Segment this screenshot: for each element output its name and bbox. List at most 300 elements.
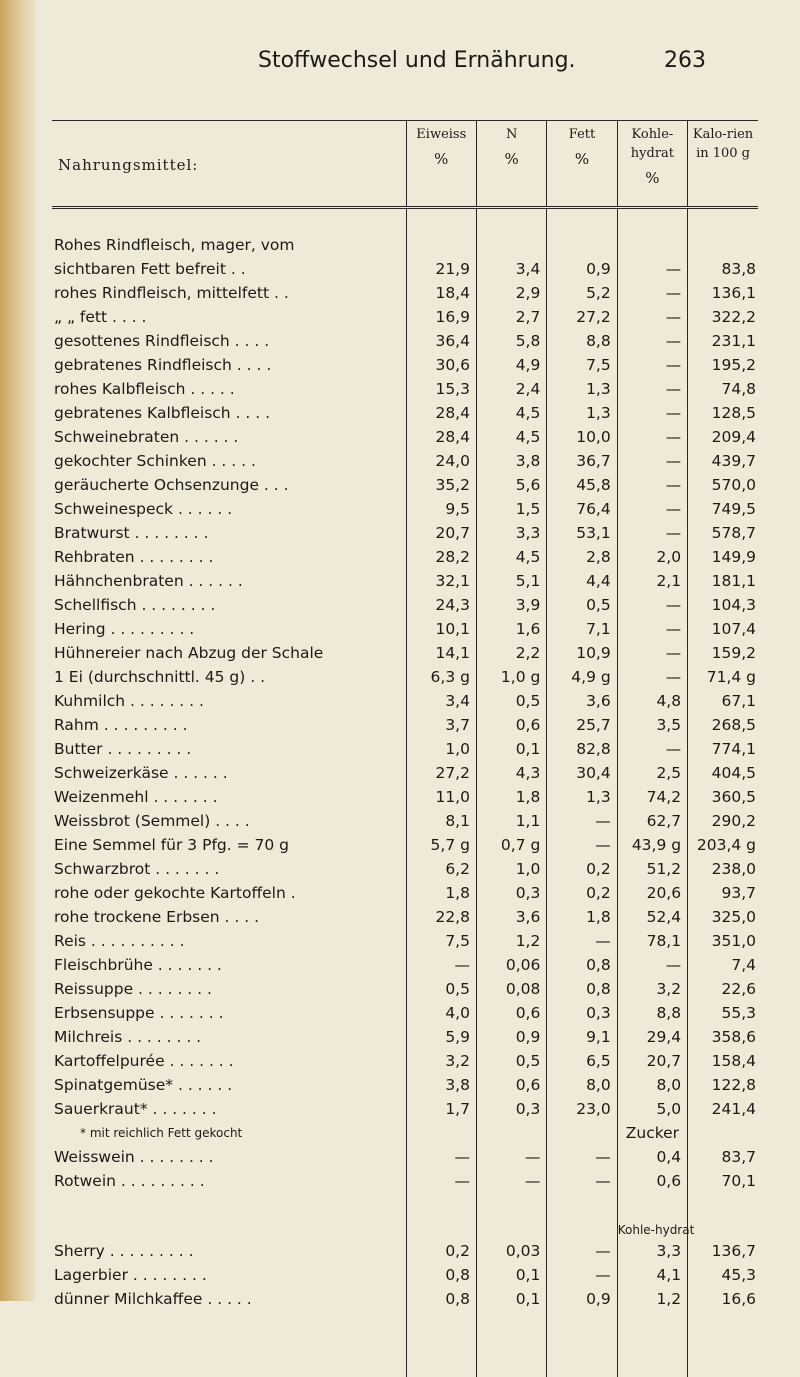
- cell-kalorien: 74,8: [688, 377, 758, 401]
- cell-kalorien: 351,0: [688, 929, 758, 953]
- page-number: 263: [664, 48, 706, 73]
- empty-cell: [406, 1311, 476, 1377]
- cell-eiweiss: 6,3 g: [406, 665, 476, 689]
- table-row: [52, 785, 758, 809]
- cell-eiweiss: 32,1: [406, 569, 476, 593]
- table-row: [52, 929, 758, 953]
- food-name: gekochter Schinken . . . . .: [52, 449, 406, 473]
- food-name: Reis . . . . . . . . . .: [52, 929, 406, 953]
- cell-eiweiss: 24,3: [406, 593, 476, 617]
- food-name: Hühnereier nach Abzug der Schale: [52, 641, 406, 665]
- cell-kalorien: 325,0: [688, 905, 758, 929]
- cell-kalorien: 774,1: [688, 737, 758, 761]
- cell-n: 4,9: [476, 353, 546, 377]
- cell-kalorien: 158,4: [688, 1049, 758, 1073]
- cell-n: 4,5: [476, 401, 546, 425]
- intro-row: [52, 233, 758, 257]
- cell-kohlehydrat: 8,8: [617, 1001, 687, 1025]
- food-name: Schweinebraten . . . . . .: [52, 425, 406, 449]
- table-row: [52, 953, 758, 977]
- cell-kalorien: 749,5: [688, 497, 758, 521]
- cell-eiweiss: 0,5: [406, 977, 476, 1001]
- cell-kalorien: 181,1: [688, 569, 758, 593]
- cell-kohlehydrat: —: [617, 377, 687, 401]
- table-row: [52, 641, 758, 665]
- cell-n: 3,8: [476, 449, 546, 473]
- cell-n: 5,8: [476, 329, 546, 353]
- cell-n: 5,1: [476, 569, 546, 593]
- cell-fett: —: [547, 1145, 617, 1169]
- cell-fett: 23,0: [547, 1097, 617, 1121]
- food-name: Fleischbrühe . . . . . . .: [52, 953, 406, 977]
- cell-eiweiss: 1,8: [406, 881, 476, 905]
- empty-cell: [52, 1311, 406, 1377]
- n-unit: %: [478, 150, 545, 169]
- cell-kalorien: 55,3: [688, 1001, 758, 1025]
- cell-fett: 1,8: [547, 905, 617, 929]
- cell-eiweiss: —: [406, 953, 476, 977]
- cell-kohlehydrat: —: [617, 641, 687, 665]
- cell-n: 4,5: [476, 425, 546, 449]
- cell-kohlehydrat: —: [617, 449, 687, 473]
- table-row: [52, 281, 758, 305]
- food-name: Sauerkraut* . . . . . . .: [52, 1097, 406, 1121]
- cell-fett: 0,5: [547, 593, 617, 617]
- cell-n: 3,9: [476, 593, 546, 617]
- cell-kohlehydrat: —: [617, 353, 687, 377]
- cell-fett: 3,6: [547, 689, 617, 713]
- cell-kohlehydrat: —: [617, 521, 687, 545]
- empty-cell: [617, 1311, 687, 1377]
- cell-fett: —: [547, 1239, 617, 1263]
- table-row: [52, 1287, 758, 1311]
- cell-kalorien: 159,2: [688, 641, 758, 665]
- column-header-kohlehydrat: [617, 121, 687, 208]
- table-row: [52, 1025, 758, 1049]
- cell-kohlehydrat: 52,4: [617, 905, 687, 929]
- cell-fett: 8,0: [547, 1073, 617, 1097]
- cell-kohlehydrat: 4,8: [617, 689, 687, 713]
- cell-fett: 0,8: [547, 977, 617, 1001]
- food-name: Schwarzbrot . . . . . . .: [52, 857, 406, 881]
- food-name: Weisswein . . . . . . . .: [52, 1145, 406, 1169]
- cell-n: 0,6: [476, 1073, 546, 1097]
- cell-fett: 0,2: [547, 881, 617, 905]
- cell-eiweiss: 20,7: [406, 521, 476, 545]
- cell-kohlehydrat: 3,5: [617, 713, 687, 737]
- column-header-fett: [547, 121, 617, 208]
- cell-n: 3,6: [476, 905, 546, 929]
- cell-n: 1,6: [476, 617, 546, 641]
- cell-kalorien: 360,5: [688, 785, 758, 809]
- table-row: [52, 425, 758, 449]
- table-header: [52, 121, 758, 208]
- food-name: geräucherte Ochsenzunge . . .: [52, 473, 406, 497]
- cell-eiweiss: 3,4: [406, 689, 476, 713]
- cell-eiweiss: 16,9: [406, 305, 476, 329]
- cell-n: 0,3: [476, 881, 546, 905]
- cell-n: 0,6: [476, 1001, 546, 1025]
- table-row: [52, 1239, 758, 1263]
- cell-fett: 0,8: [547, 953, 617, 977]
- table-row: [52, 377, 758, 401]
- cell-n: 0,7 g: [476, 833, 546, 857]
- cell-eiweiss: 3,7: [406, 713, 476, 737]
- cell-kalorien: 209,4: [688, 425, 758, 449]
- cell-kalorien: 70,1: [688, 1169, 758, 1193]
- cell-eiweiss: 11,0: [406, 785, 476, 809]
- cell-eiweiss: 21,9: [406, 257, 476, 281]
- cell-n: 0,1: [476, 1287, 546, 1311]
- cell-kalorien: 404,5: [688, 761, 758, 785]
- kohlehydrat-label: Kohle-hydrat: [618, 1223, 695, 1237]
- table-row: [52, 497, 758, 521]
- cell-kohlehydrat: 51,2: [617, 857, 687, 881]
- cell-eiweiss: —: [406, 1145, 476, 1169]
- cell-kalorien: 195,2: [688, 353, 758, 377]
- cell-eiweiss: 4,0: [406, 1001, 476, 1025]
- fett-label: Fett: [569, 127, 595, 142]
- cell-eiweiss: 5,9: [406, 1025, 476, 1049]
- cell-n: 3,3: [476, 521, 546, 545]
- cell-n: 4,3: [476, 761, 546, 785]
- table-row: [52, 305, 758, 329]
- cell-kohlehydrat: —: [617, 665, 687, 689]
- cell-eiweiss: 30,6: [406, 353, 476, 377]
- n-label: N: [506, 127, 517, 142]
- table-body: [52, 208, 758, 1377]
- table-row: [52, 737, 758, 761]
- table-row: [52, 473, 758, 497]
- cell-kohlehydrat: —: [617, 401, 687, 425]
- cell-kohlehydrat: —: [617, 473, 687, 497]
- cell-kalorien: 67,1: [688, 689, 758, 713]
- cell-n: 0,08: [476, 977, 546, 1001]
- cell-kalorien: 268,5: [688, 713, 758, 737]
- cell-fett: 0,9: [547, 257, 617, 281]
- empty-cell: [406, 1121, 476, 1145]
- cell-n: 1,0: [476, 857, 546, 881]
- table-row: [52, 977, 758, 1001]
- cell-kohlehydrat: —: [617, 281, 687, 305]
- cell-kohlehydrat: 3,3: [617, 1239, 687, 1263]
- fett-unit: %: [548, 150, 615, 169]
- cell-n: 0,6: [476, 713, 546, 737]
- cell-n: 0,9: [476, 1025, 546, 1049]
- cell-kohlehydrat: 20,6: [617, 881, 687, 905]
- cell-kohlehydrat: 62,7: [617, 809, 687, 833]
- cell-eiweiss: 27,2: [406, 761, 476, 785]
- cell-kohlehydrat: 74,2: [617, 785, 687, 809]
- spacer-row: [52, 208, 758, 234]
- cell-fett: 25,7: [547, 713, 617, 737]
- cell-eiweiss: 22,8: [406, 905, 476, 929]
- cell-fett: 0,3: [547, 1001, 617, 1025]
- cell-fett: 30,4: [547, 761, 617, 785]
- cell-n: 1,0 g: [476, 665, 546, 689]
- empty-cell: [688, 1193, 758, 1239]
- eiweiss-label: Eiweiss: [416, 127, 466, 142]
- table-row: [52, 569, 758, 593]
- food-name: rohe oder gekochte Kartoffeln .: [52, 881, 406, 905]
- footnote: * mit reichlich Fett gekocht: [52, 1121, 406, 1145]
- cell-eiweiss: 0,8: [406, 1287, 476, 1311]
- cell-eiweiss: 28,4: [406, 425, 476, 449]
- food-name: Erbsensuppe . . . . . . .: [52, 1001, 406, 1025]
- cell-fett: —: [547, 833, 617, 857]
- cell-n: 0,5: [476, 689, 546, 713]
- cell-eiweiss: 3,2: [406, 1049, 476, 1073]
- cell-fett: 9,1: [547, 1025, 617, 1049]
- food-name: rohes Rindfleisch, mittelfett . .: [52, 281, 406, 305]
- cell-n: 0,3: [476, 1097, 546, 1121]
- cell-eiweiss: 0,8: [406, 1263, 476, 1287]
- cell-kalorien: 122,8: [688, 1073, 758, 1097]
- table-row: [52, 617, 758, 641]
- cell-fett: —: [547, 1169, 617, 1193]
- table-row: [52, 689, 758, 713]
- cell-n: 4,5: [476, 545, 546, 569]
- table-row: [52, 401, 758, 425]
- cell-kalorien: 7,4: [688, 953, 758, 977]
- cell-eiweiss: 0,2: [406, 1239, 476, 1263]
- cell-kalorien: 290,2: [688, 809, 758, 833]
- cell-fett: 1,3: [547, 377, 617, 401]
- cell-n: 0,03: [476, 1239, 546, 1263]
- cell-n: —: [476, 1169, 546, 1193]
- cell-fett: 36,7: [547, 449, 617, 473]
- cell-kohlehydrat: —: [617, 425, 687, 449]
- table-row: [52, 1169, 758, 1193]
- cell-kohlehydrat: 1,2: [617, 1287, 687, 1311]
- food-name: dünner Milchkaffee . . . . .: [52, 1287, 406, 1311]
- cell-fett: —: [547, 809, 617, 833]
- food-name: gesottenes Rindfleisch . . . .: [52, 329, 406, 353]
- cell-fett: 53,1: [547, 521, 617, 545]
- cell-fett: 76,4: [547, 497, 617, 521]
- cell-kohlehydrat: 2,5: [617, 761, 687, 785]
- cell-kalorien: 136,1: [688, 281, 758, 305]
- table-row: [52, 521, 758, 545]
- food-name: Rehbraten . . . . . . . .: [52, 545, 406, 569]
- food-name: Reissuppe . . . . . . . .: [52, 977, 406, 1001]
- table-row: [52, 353, 758, 377]
- food-name: Spinatgemüse* . . . . . .: [52, 1073, 406, 1097]
- food-name: gebratenes Kalbfleisch . . . .: [52, 401, 406, 425]
- cell-kohlehydrat: —: [617, 305, 687, 329]
- cell-kalorien: 83,7: [688, 1145, 758, 1169]
- food-name: gebratenes Rindfleisch . . . .: [52, 353, 406, 377]
- cell-eiweiss: 24,0: [406, 449, 476, 473]
- column-header-eiweiss: [406, 121, 476, 208]
- cell-kalorien: 439,7: [688, 449, 758, 473]
- column-header-food: Nahrungsmittel:: [52, 121, 406, 208]
- cell-fett: 2,8: [547, 545, 617, 569]
- table-row: [52, 905, 758, 929]
- cell-fett: 45,8: [547, 473, 617, 497]
- cell-fett: 7,5: [547, 353, 617, 377]
- food-name: Milchreis . . . . . . . .: [52, 1025, 406, 1049]
- table-row: [52, 833, 758, 857]
- table-row: [52, 1097, 758, 1121]
- cell-n: 2,7: [476, 305, 546, 329]
- empty-cell: [476, 1121, 546, 1145]
- cell-kohlehydrat: —: [617, 593, 687, 617]
- cell-eiweiss: 5,7 g: [406, 833, 476, 857]
- cell-fett: 7,1: [547, 617, 617, 641]
- food-name: Eine Semmel für 3 Pfg. = 70 g: [52, 833, 406, 857]
- empty-cell: [547, 1311, 617, 1377]
- table-row: [52, 1145, 758, 1169]
- cell-n: 2,4: [476, 377, 546, 401]
- cell-fett: 6,5: [547, 1049, 617, 1073]
- food-name: „ „ fett . . . .: [52, 305, 406, 329]
- empty-cell: [688, 1121, 758, 1145]
- cell-n: 3,4: [476, 257, 546, 281]
- food-name: Schweizerkäse . . . . . .: [52, 761, 406, 785]
- cell-n: 1,8: [476, 785, 546, 809]
- cell-fett: 4,4: [547, 569, 617, 593]
- running-title: Stoffwechsel und Ernährung.: [258, 48, 576, 73]
- cell-eiweiss: —: [406, 1169, 476, 1193]
- cell-fett: 0,9: [547, 1287, 617, 1311]
- cell-eiweiss: 36,4: [406, 329, 476, 353]
- food-name: rohe trockene Erbsen . . . .: [52, 905, 406, 929]
- cell-fett: —: [547, 929, 617, 953]
- eiweiss-unit: %: [408, 150, 475, 169]
- food-name: Kuhmilch . . . . . . . .: [52, 689, 406, 713]
- bottom-spacer-row: [52, 1311, 758, 1377]
- cell-fett: 4,9 g: [547, 665, 617, 689]
- table-row: [52, 761, 758, 785]
- empty-cell: [52, 1193, 406, 1239]
- cell-kalorien: 136,7: [688, 1239, 758, 1263]
- food-name: Rahm . . . . . . . . .: [52, 713, 406, 737]
- cell-kalorien: 93,7: [688, 881, 758, 905]
- cell-kalorien: 71,4 g: [688, 665, 758, 689]
- cell-kohlehydrat: 5,0: [617, 1097, 687, 1121]
- cell-n: 1,5: [476, 497, 546, 521]
- cell-n: 2,2: [476, 641, 546, 665]
- table-row: [52, 593, 758, 617]
- food-name: sichtbaren Fett befreit . .: [52, 257, 406, 281]
- nutrition-table: [52, 120, 758, 1377]
- cell-kohlehydrat: —: [617, 953, 687, 977]
- column-header-n: [476, 121, 546, 208]
- cell-kohlehydrat: 4,1: [617, 1263, 687, 1287]
- food-name: Weizenmehl . . . . . . .: [52, 785, 406, 809]
- cell-kohlehydrat: —: [617, 737, 687, 761]
- cell-kohlehydrat: 20,7: [617, 1049, 687, 1073]
- column-header-kalorien: Kalo-rien in 100 g: [688, 121, 758, 208]
- table-row: [52, 449, 758, 473]
- cell-kalorien: 149,9: [688, 545, 758, 569]
- cell-kalorien: 104,3: [688, 593, 758, 617]
- cell-eiweiss: 28,4: [406, 401, 476, 425]
- cell-kalorien: 578,7: [688, 521, 758, 545]
- page-edge: [0, 0, 36, 1301]
- cell-kalorien: 128,5: [688, 401, 758, 425]
- cell-n: 5,6: [476, 473, 546, 497]
- empty-cell: [547, 1121, 617, 1145]
- food-name: Schellfisch . . . . . . . .: [52, 593, 406, 617]
- food-name: Sherry . . . . . . . . .: [52, 1239, 406, 1263]
- cell-eiweiss: 35,2: [406, 473, 476, 497]
- food-name: Weissbrot (Semmel) . . . .: [52, 809, 406, 833]
- cell-fett: —: [547, 1263, 617, 1287]
- table-row: [52, 257, 758, 281]
- cell-fett: 82,8: [547, 737, 617, 761]
- food-name: Butter . . . . . . . . .: [52, 737, 406, 761]
- cell-eiweiss: 18,4: [406, 281, 476, 305]
- cell-eiweiss: 1,0: [406, 737, 476, 761]
- table-row: [52, 329, 758, 353]
- table-row: [52, 713, 758, 737]
- cell-n: 2,9: [476, 281, 546, 305]
- cell-fett: 1,3: [547, 785, 617, 809]
- cell-n: 0,1: [476, 1263, 546, 1287]
- table-row: [52, 665, 758, 689]
- table-row: [52, 1073, 758, 1097]
- cell-kohlehydrat: —: [617, 329, 687, 353]
- cell-kohlehydrat: 29,4: [617, 1025, 687, 1049]
- kohlehydrat-label-row: [52, 1193, 758, 1239]
- cell-eiweiss: 15,3: [406, 377, 476, 401]
- cell-kohlehydrat: 0,6: [617, 1169, 687, 1193]
- table-row: [52, 545, 758, 569]
- cell-eiweiss: 10,1: [406, 617, 476, 641]
- zucker-label: Zucker: [617, 1121, 687, 1145]
- cell-fett: 0,2: [547, 857, 617, 881]
- cell-kalorien: 358,6: [688, 1025, 758, 1049]
- cell-kohlehydrat: —: [617, 257, 687, 281]
- cell-n: 1,1: [476, 809, 546, 833]
- cell-kalorien: 16,6: [688, 1287, 758, 1311]
- kohle-label: Kohle-hydrat: [631, 127, 674, 161]
- food-name: Hähnchenbraten . . . . . .: [52, 569, 406, 593]
- cell-eiweiss: 1,7: [406, 1097, 476, 1121]
- cell-kohlehydrat: 8,0: [617, 1073, 687, 1097]
- cell-eiweiss: 9,5: [406, 497, 476, 521]
- food-name: 1 Ei (durchschnittl. 45 g) . .: [52, 665, 406, 689]
- food-name: Kartoffelpurée . . . . . . .: [52, 1049, 406, 1073]
- cell-kalorien: 231,1: [688, 329, 758, 353]
- food-name: Schweinespeck . . . . . .: [52, 497, 406, 521]
- cell-eiweiss: 7,5: [406, 929, 476, 953]
- cell-kohlehydrat: 3,2: [617, 977, 687, 1001]
- cell-fett: 1,3: [547, 401, 617, 425]
- cell-fett: 5,2: [547, 281, 617, 305]
- cell-eiweiss: 3,8: [406, 1073, 476, 1097]
- cell-kalorien: 238,0: [688, 857, 758, 881]
- table-row: [52, 881, 758, 905]
- table-row: [52, 1001, 758, 1025]
- cell-kalorien: 203,4 g: [688, 833, 758, 857]
- kohlehydrat-cell: [617, 1193, 687, 1239]
- cell-kohlehydrat: —: [617, 497, 687, 521]
- food-name: Bratwurst . . . . . . . .: [52, 521, 406, 545]
- cell-kalorien: 241,4: [688, 1097, 758, 1121]
- cell-fett: 27,2: [547, 305, 617, 329]
- footnote-row: [52, 1121, 758, 1145]
- empty-cell: [406, 1193, 476, 1239]
- cell-eiweiss: 6,2: [406, 857, 476, 881]
- cell-n: 0,5: [476, 1049, 546, 1073]
- kohle-unit: %: [619, 169, 686, 188]
- empty-cell: [547, 1193, 617, 1239]
- cell-kohlehydrat: 2,1: [617, 569, 687, 593]
- food-name: Hering . . . . . . . . .: [52, 617, 406, 641]
